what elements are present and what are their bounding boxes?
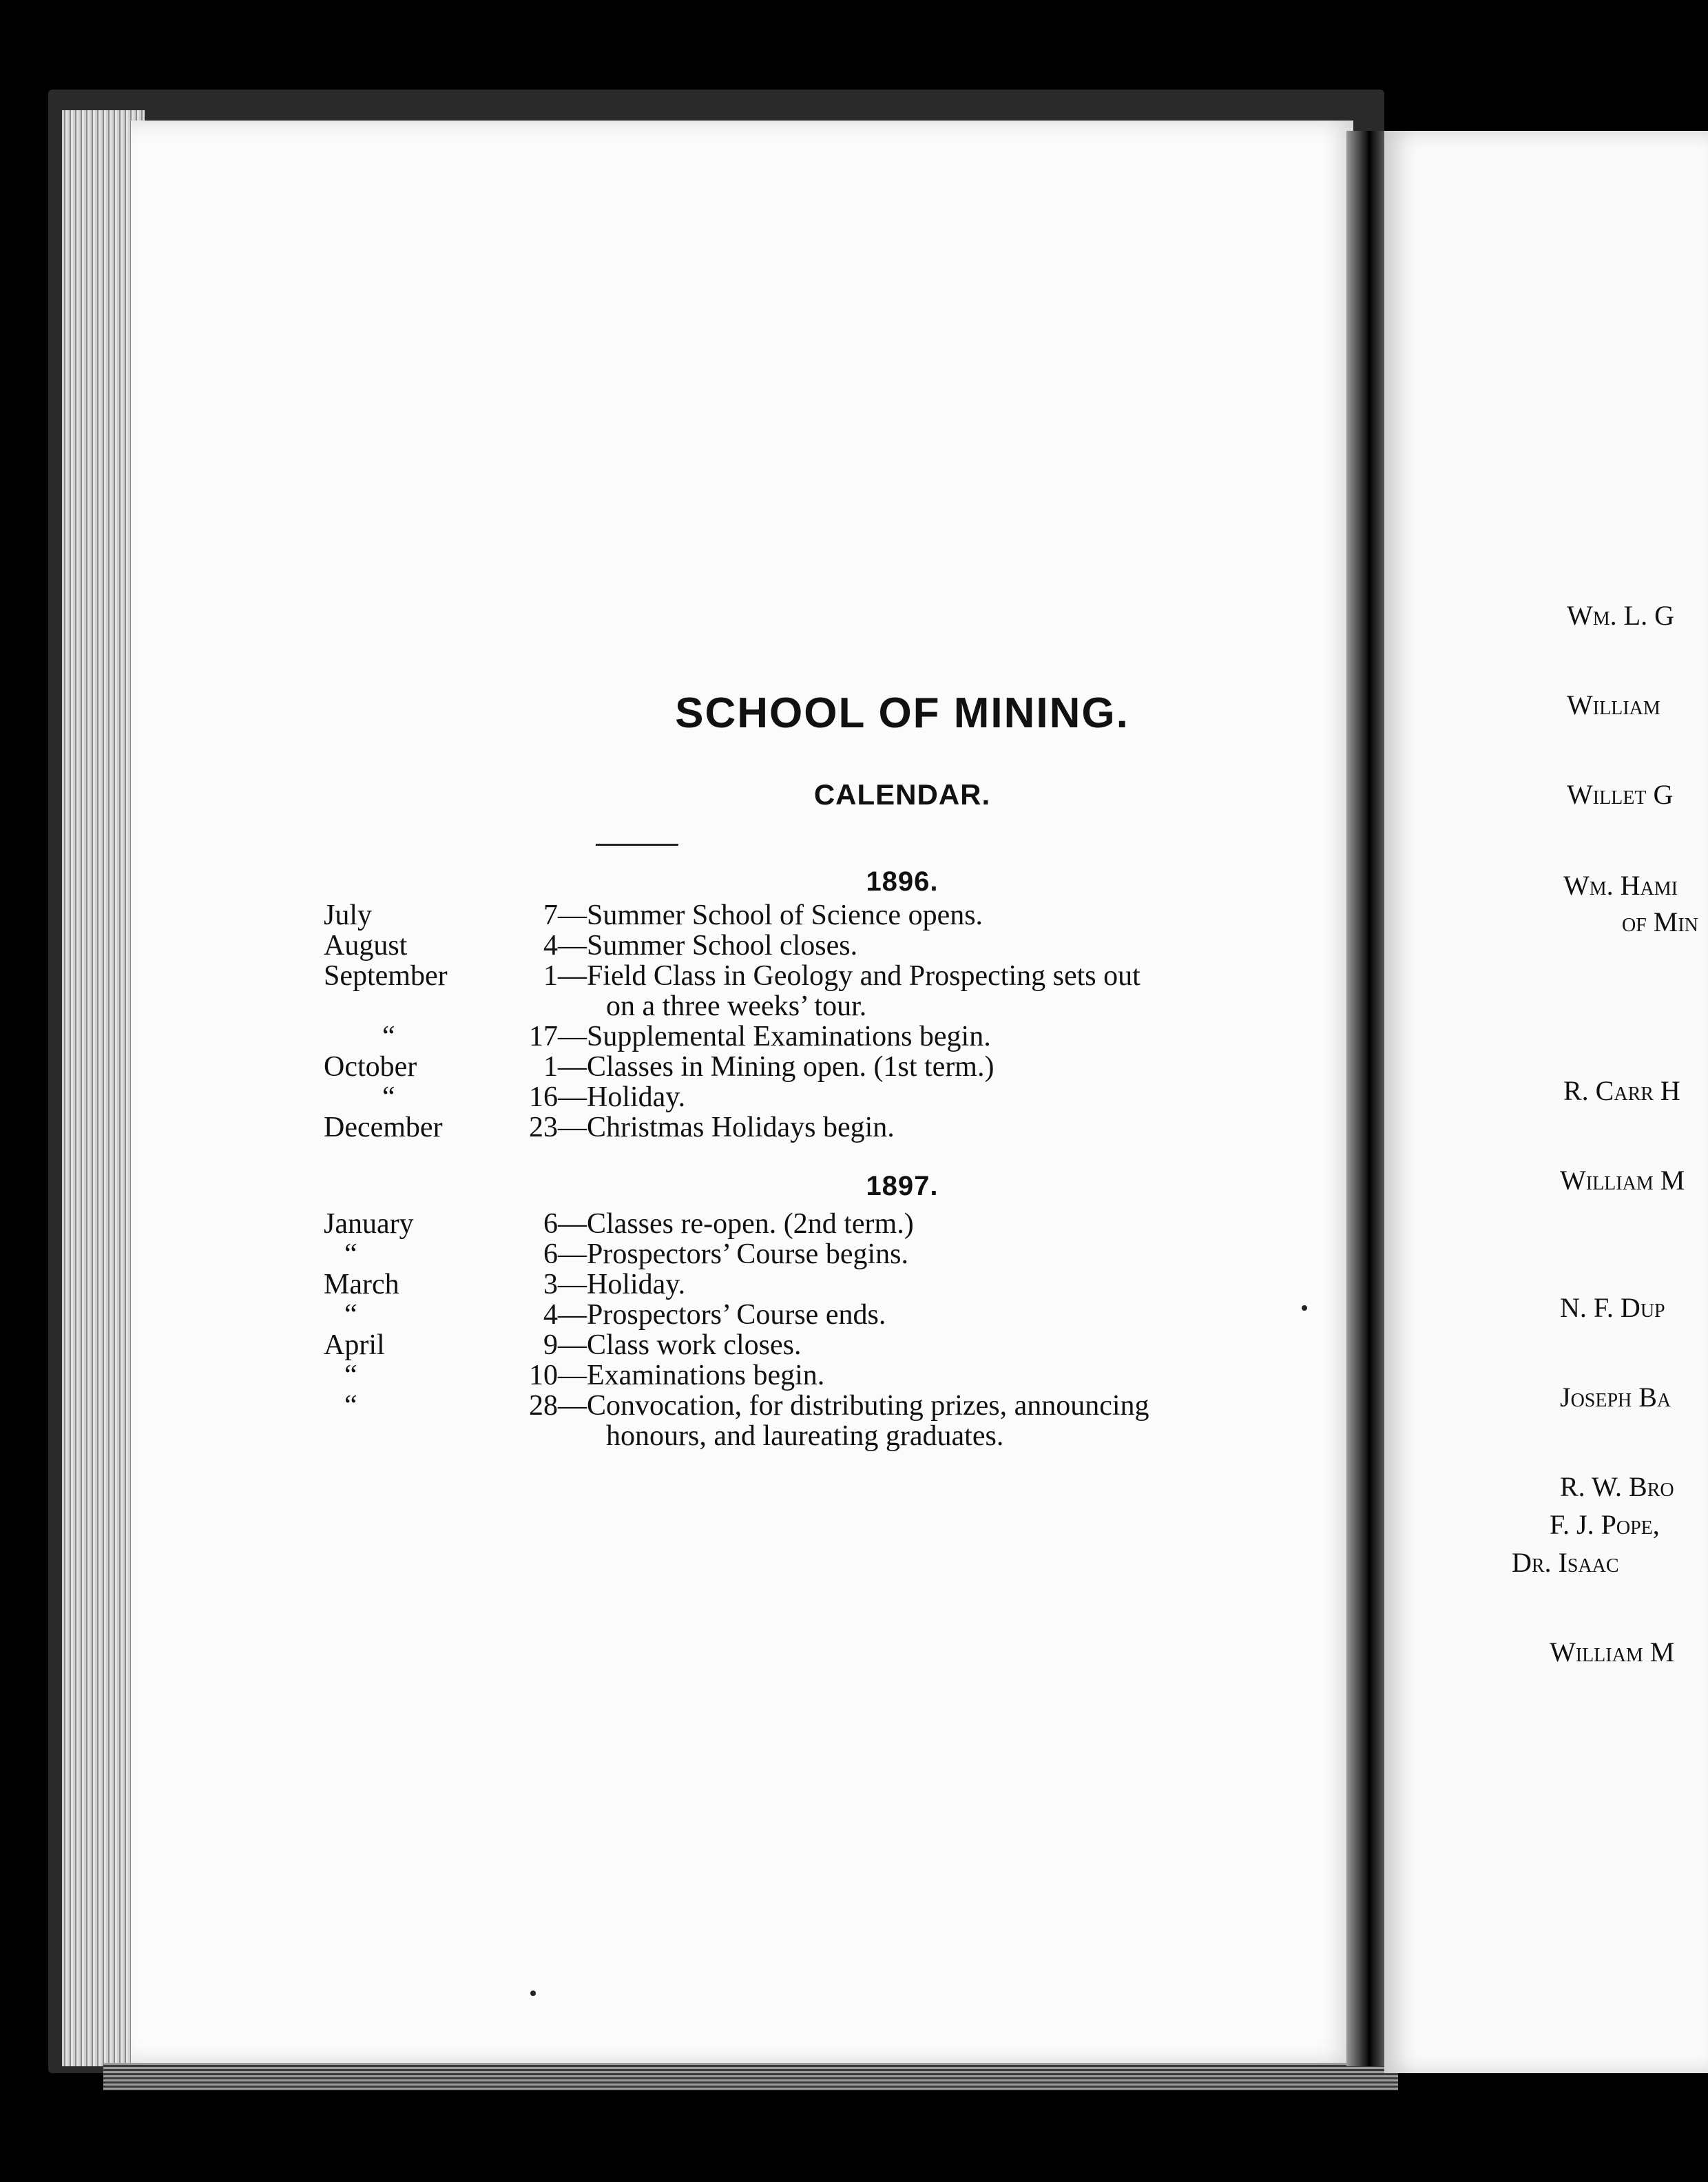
right-page-line: of Min [1622,906,1698,937]
calendar-entry [324,900,1288,931]
calendar-entry [324,1330,1288,1360]
entry-text: Christmas Holidays begin. [587,1112,895,1143]
book-gutter [1346,131,1388,2066]
right-page-line: F. J. Pope, [1550,1509,1660,1540]
entry-description: —Classes re-open. (2nd term.) [558,1208,914,1240]
calendar-entry [324,1300,1288,1330]
entry-month-ditto: “ [382,1021,395,1052]
calendar-section-1896 [324,900,1288,1143]
entry-description: —Prospectors’ Course begins. [558,1238,908,1270]
right-page-line: R. W. Bro [1560,1471,1674,1502]
entry-day: 6 [543,1208,558,1240]
entry-text: Examinations begin. [587,1360,825,1391]
entry-text: Supplemental Examinations begin. [587,1021,991,1052]
entry-day: 16 [529,1081,558,1113]
entry-day: 10 [529,1360,558,1391]
entry-description: —Summer School closes. [558,930,858,962]
calendar-entry [324,931,1288,961]
right-page-line: Dr. Isaac [1512,1547,1619,1578]
entry-day: 3 [543,1269,558,1300]
calendar-entry [324,1239,1288,1269]
entry-day: 1 [543,1051,558,1083]
entry-day: 28 [529,1390,558,1422]
entry-continuation: honours, and laureating graduates. [606,1420,1004,1452]
entry-description: —Holiday. [558,1269,686,1300]
right-page-line: Willet G [1567,779,1674,810]
page-bottom-edge [103,2063,1398,2090]
right-page-line: William M [1550,1636,1675,1667]
right-page-line: Joseph Ba [1560,1382,1671,1413]
calendar-entry [324,1021,1288,1052]
entry-description: —Holiday. [558,1081,686,1113]
entry-description: —Convocation, for distributing prizes, announcing honours, and laureating graduates. [558,1391,1288,1451]
entry-month-ditto: “ [344,1238,357,1270]
right-page-line: Wm. Hami [1563,870,1678,901]
calendar-section-1897 [324,1209,1288,1451]
calendar-entry [324,961,1288,1021]
entry-day: 4 [543,1299,558,1331]
entry-month-ditto: “ [344,1299,357,1331]
entry-description: —Class work closes. [558,1329,802,1361]
document-title: SCHOOL OF MINING. [675,689,1129,737]
entry-day: 4 [543,930,558,962]
entry-text: Field Class in Geology and Prospecting sets out [587,960,1141,992]
entry-month-ditto: “ [382,1081,395,1113]
year-heading: 1896. [866,866,939,897]
right-page-line: William [1567,689,1660,720]
entry-month: March [324,1269,399,1300]
entry-day: 6 [543,1238,558,1270]
entry-description: —Supplemental Examinations begin. [558,1021,991,1052]
entry-month: July [324,900,373,931]
calendar-entry [324,1052,1288,1082]
calendar-entry [324,1082,1288,1112]
entry-text: Holiday. [587,1269,686,1300]
calendar-entry [324,1209,1288,1239]
entry-description: —Examinations begin. [558,1360,825,1391]
entry-text: Class work closes. [587,1329,802,1361]
entry-month: September [324,960,448,992]
title-rule [596,844,678,846]
document-subtitle: CALENDAR. [813,778,991,811]
entry-month: April [324,1329,385,1361]
entry-description: —Prospectors’ Course ends. [558,1299,886,1331]
entry-text: Convocation, for distributing prizes, announcing [587,1390,1149,1422]
entry-month: August [324,930,408,962]
entry-text: Classes re-open. (2nd term.) [587,1208,914,1240]
entry-description: —Field Class in Geology and Prospecting sets out on a three weeks’ tour. [558,961,1288,1021]
right-page-line: R. Carr H [1563,1075,1680,1106]
entry-month: January [324,1208,414,1240]
entry-text: Classes in Mining open. (1st term.) [587,1051,994,1083]
entry-month-ditto: “ [344,1360,357,1391]
entry-description: —Summer School of Science opens. [558,900,983,931]
entry-month: December [324,1112,443,1143]
calendar-entry [324,1112,1288,1143]
entry-month: October [324,1051,417,1083]
entry-text: Prospectors’ Course ends. [587,1299,886,1331]
entry-text: Holiday. [587,1081,686,1113]
entry-text: Summer School closes. [587,930,858,962]
calendar-entry [324,1269,1288,1300]
entry-description: —Classes in Mining open. (1st term.) [558,1051,994,1083]
entry-day: 7 [543,900,558,931]
entry-month-ditto: “ [344,1390,357,1422]
calendar-entry [324,1391,1288,1451]
entry-description: —Christmas Holidays begin. [558,1112,895,1143]
entry-day: 17 [529,1021,558,1052]
year-heading: 1897. [866,1171,939,1201]
ink-speck [530,1991,536,1996]
entry-day: 1 [543,960,558,992]
right-page-line: William M [1560,1165,1685,1196]
right-page-line: Wm. L. G [1567,600,1674,631]
entry-day: 9 [543,1329,558,1361]
calendar-entry [324,1360,1288,1391]
entry-day: 23 [529,1112,558,1143]
entry-text: Summer School of Science opens. [587,900,983,931]
entry-text: Prospectors’ Course begins. [587,1238,908,1270]
right-page-line: N. F. Dup [1560,1292,1665,1323]
ink-speck [1302,1305,1307,1311]
entry-continuation: on a three weeks’ tour. [606,990,867,1022]
